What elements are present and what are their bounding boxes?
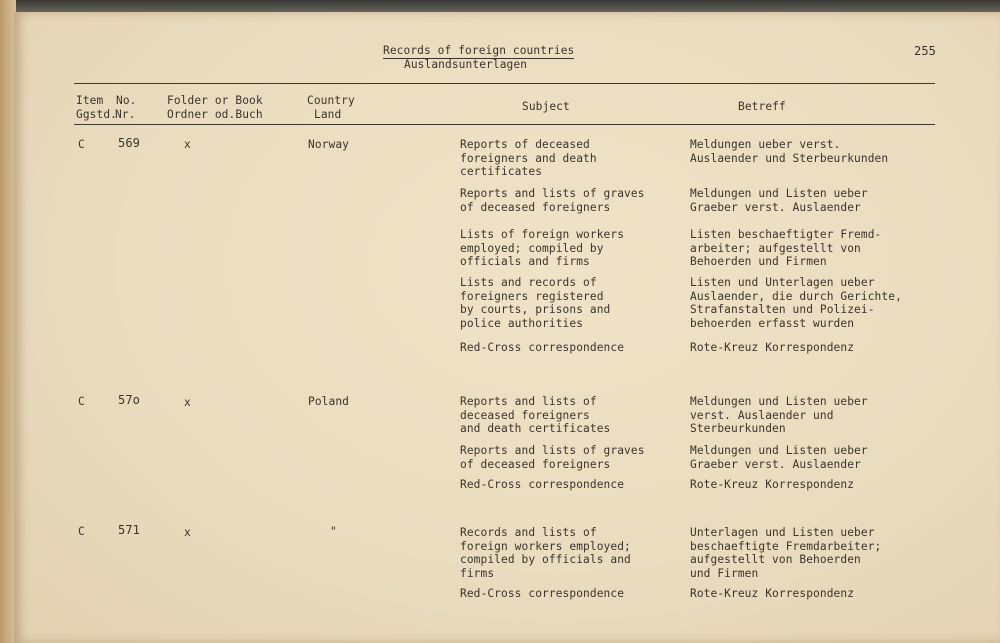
entry-item: C — [78, 138, 85, 151]
subject-de: Meldungen und Listen ueber Graeber verst. Auslaender — [690, 444, 868, 471]
entry-number: 569 — [118, 136, 140, 150]
subject-de: Listen beschaeftigter Fremd- arbeiter; aufgestellt von Behoerden und Firmen — [690, 228, 882, 269]
entry-number: 57o — [118, 393, 140, 407]
col-item-en: Item — [76, 94, 104, 107]
page-subtitle: Auslandsunterlagen — [404, 58, 528, 71]
entry-country: " — [330, 525, 337, 538]
col-country-de: Land — [314, 108, 342, 121]
subject-en: Lists and records of foreigners registered by courts, prisons and police authorities — [460, 276, 611, 330]
subject-en: Records and lists of foreign workers employed; compiled by officials and firms — [460, 526, 631, 580]
subject-en: Red-Cross correspondence — [460, 587, 625, 600]
subject-de: Unterlagen und Listen ueber beschaeftigte Fremdarbeiter; aufgestellt von Behoerden und Firmen — [690, 526, 882, 580]
col-no-de: Nr. — [115, 108, 136, 121]
subject-de: Rote-Kreuz Korrespondenz — [690, 478, 855, 491]
entry-country: Poland — [308, 395, 350, 408]
subject-de: Meldungen und Listen ueber verst. Auslaender und Sterbeurkunden — [690, 395, 868, 436]
subject-de: Rote-Kreuz Korrespondenz — [690, 587, 855, 600]
col-item-de: Ggstd. — [76, 108, 118, 121]
subject-en: Reports and lists of graves of deceased foreigners — [460, 187, 645, 214]
subject-de: Listen und Unterlagen ueber Auslaender, die durch Gerichte, Strafanstalten und Polizei- behoerden erfasst wurden — [690, 276, 902, 330]
page-number: 255 — [914, 44, 936, 58]
col-country-en: Country — [307, 94, 355, 107]
subject-en: Reports and lists of deceased foreigners and death certificates — [460, 395, 611, 436]
subject-en: Reports and lists of graves of deceased foreigners — [460, 444, 645, 471]
subject-en: Red-Cross correspondence — [460, 341, 625, 354]
subject-en: Red-Cross correspondence — [460, 478, 625, 491]
document-page — [14, 12, 1000, 643]
subject-de: Meldungen und Listen ueber Graeber verst. Auslaender — [690, 187, 868, 214]
col-folder-de: Ordner od.Buch — [167, 108, 263, 121]
entry-item: C — [78, 525, 85, 538]
entry-folder: x — [184, 138, 191, 151]
entry-folder: x — [184, 396, 191, 409]
header-bottom-rule — [74, 124, 935, 125]
col-subject: Subject — [522, 100, 570, 113]
col-folder-en: Folder or Book — [167, 94, 263, 107]
entry-number: 571 — [118, 523, 140, 537]
col-no-en: No. — [116, 94, 137, 107]
subject-de: Meldungen ueber verst. Auslaender und Sterbeurkunden — [690, 138, 889, 165]
header-top-rule — [74, 83, 935, 84]
subject-de: Rote-Kreuz Korrespondenz — [690, 341, 855, 354]
entry-folder: x — [184, 526, 191, 539]
subject-en: Lists of foreign workers employed; compiled by officials and firms — [460, 228, 625, 269]
entry-country: Norway — [308, 138, 350, 151]
col-betreff: Betreff — [738, 100, 786, 113]
entry-item: C — [78, 395, 85, 408]
page-title: Records of foreign countries — [383, 44, 575, 57]
subject-en: Reports of deceased foreigners and death certificates — [460, 138, 597, 179]
